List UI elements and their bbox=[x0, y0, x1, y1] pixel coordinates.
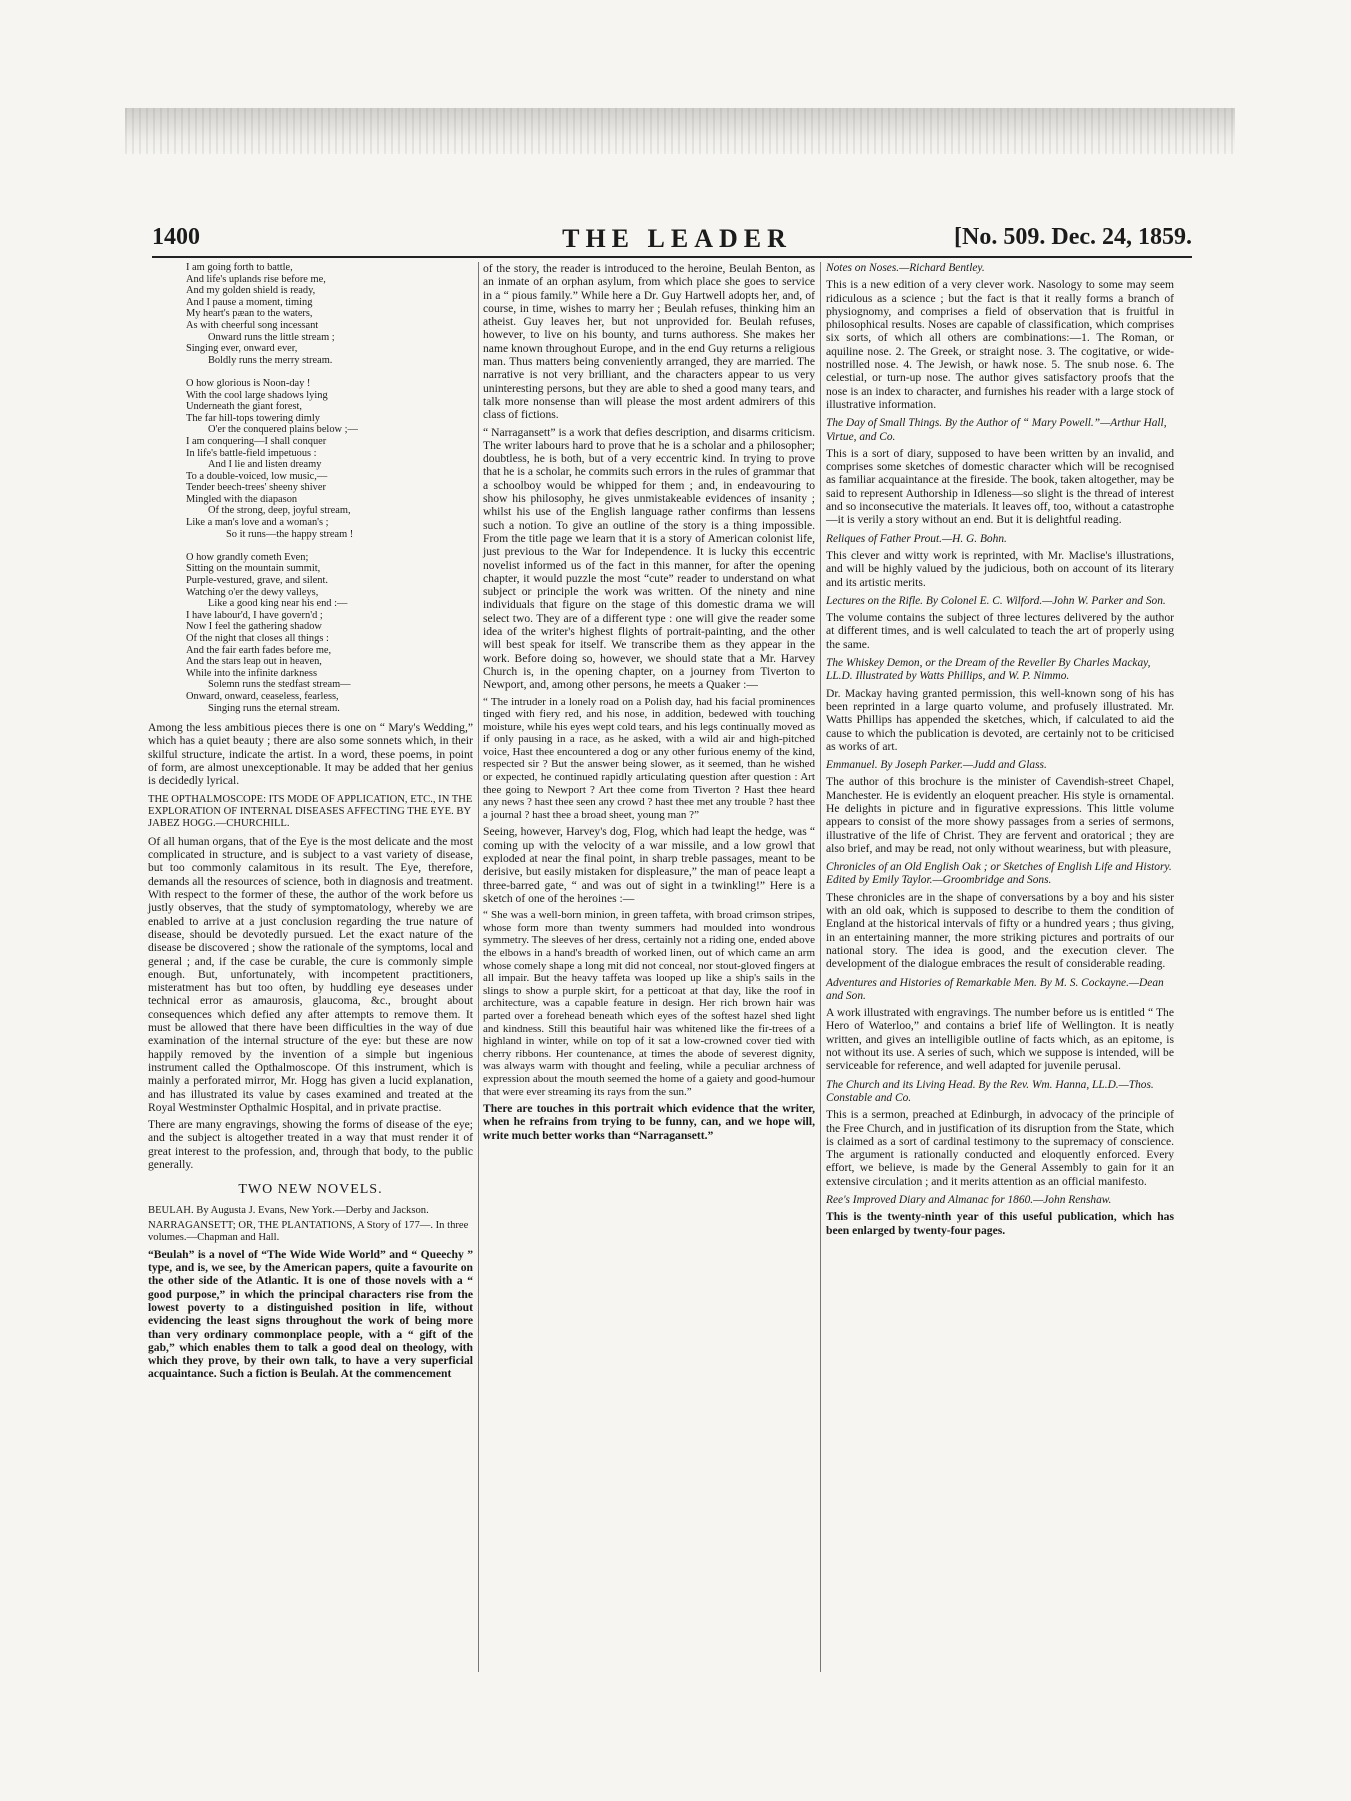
page-number: 1400 bbox=[152, 224, 200, 250]
novels-review: “Beulah” is a novel of “The Wide Wide World” and “ Queechy ” type, and is, we see, by the American papers, quite a favourite on the other side of the Atlantic. It is one of those novels with a “ good purpose,” in which the principal characters rise from the lowest poverty to a distinguished position in life, without evidencing the least signs throughout the work of being more than very ordinary commonplace people, with a “ gift of the gab,” which enables them to talk a good deal on theology, with which they prove, by their own talk, to have a very superficial acquaintance. Such a fiction is Beulah. At the commencement bbox=[148, 1247, 473, 1381]
review-body: The volume contains the subject of three lectures delivered by the author at different times, and is well calculated to teach the art of properly using the same. bbox=[826, 611, 1174, 651]
review-heading: The Church and its Living Head. By the Rev. Wm. Hanna, LL.D.—Thos. Constable and Co. bbox=[826, 1078, 1154, 1104]
review-body: This is a sermon, preached at Edinburgh, in advocacy of the principle of the Free Church, and in justification of its disruption from the State, which is claimed as a sort of cardinal testimony to the supremacy of conscience. The argument is rationally conducted and eloquently enforced. Every effort, we believe, is made by the General Assembly to gain for it an extensive circulation ; and it merits attention as an official manifesto. bbox=[826, 1108, 1174, 1188]
poem-line: Like a man's love and a woman's ; bbox=[186, 517, 329, 529]
poem-line: Onward runs the little stream ; bbox=[208, 331, 335, 343]
narragansett-review: “ Narragansett” is a work that defies description, and disarms criticism. The writer labours hard to prove that he is a scholar and a philosopher; doubtless, he is both, but of a very eccentric kind. In trying to prove that he is a scholar, he commits such errors in the rules of grammar that a schoolboy would be whipped for them ; and, in endeavouring to show his philosophy, he gives unmistakeable evidences of insanity ; whilst his use of the English language rather confirms than lessens such a notion. To give an outline of the story is a thing impossible. From the title page we learn that it is a story of American colonist life, just previous to the War for Independence. It is lucky this eccentric novelist informed us of the fact in this manner, for after the opening chapter, it would puzzle the most “cute” reader to understand on what subject or principle the work was written. Of the ninety and nine individuals that figure on the stage of this domestic drama we will select two. They are of a different type : one will give the reader some idea of the writer's highest flights of portrait-painting, and the other will best speak for itself. We transcribe them as they appear in the work. Before doing so, however, we should state that a Mr. Harvey Church is, in the opening chapter, on a journey from Tiverton to Newport, and, among other persons, he meets a Quaker :— bbox=[483, 425, 815, 692]
poem-line: So it runs—the happy stream ! bbox=[226, 528, 354, 540]
review-body: The author of this brochure is the minister of Cavendish-street Chapel, Manchester. He is evidently an eloquent preacher. His style is ornamental. He delights in picture and in figurative expressions. This little volume appears to consist of the more showy passages from a series of sermons, illustrative of the life of Christ. They are fervent and oratorical ; they are also brief, and may be read, not only without weariness, but with pleasure, bbox=[826, 775, 1174, 855]
scan-artifact bbox=[125, 108, 1235, 154]
book-title-narragansett: NARRAGANSETT; OR, THE PLANTATIONS, A Story of 177—. In three volumes.—Chapman and Hall. bbox=[148, 1219, 469, 1244]
opthalmoscope-review: Of all human organs, that of the Eye is the most delicate and the most complicated in structure, and is subject to a vast variety of disease, but too commonly calamitous in its result. The Eye, therefore, demands all the resources of science, both in diagnosis and treatment. With respect to the former of these, the author of the work before us justly observes, that the study of symptomatology, whereby we are enabled to arrive at a just conclusion regarding the true nature of disease, should be devotedly pursued. Let the exact nature of the disease be discovered ; show the rationale of the symptoms, local and general ; and, if the case be curable, the cure is commonly simple enough. But, unfortunately, with incompetent practitioners, misteratment has but too often, by huddling eye deseases under technical error as amaurosis, glaucoma, &c., brought about consequences which defied any after attempts to remove them. It must be allowed that there have been difficulties in the way of due examination of the internal structure of the eye: but these are now happily removed by the invention of a simple but ingenious instrument called the Opthalmoscope. Of this instrument, which is mainly a perforated mirror, Mr. Hogg has given a lucid explanation, and has illustrated its value by cases examined and treated at the Royal Westminster Opthalmic Hospital, and in private practise. bbox=[148, 834, 473, 1114]
poem-line: I am conquering—I shall conquer bbox=[186, 435, 327, 447]
poem-line: Boldly runs the merry stream. bbox=[208, 354, 333, 366]
poem-line: I am going forth to battle, bbox=[186, 262, 293, 273]
poem-line: O'er the conquered plains below ;— bbox=[208, 424, 358, 436]
review-heading: Ree's Improved Diary and Almanac for 1860.—John Renshaw. bbox=[826, 1194, 1112, 1206]
review-body: This is a new edition of a very clever work. Nasology to some may seem ridiculous as a science ; but the fact is that it really forms a branch of physiognomy, and comprises a field of observation that is fruitful in philosophical results. Noses are capable of classification, which comprises six sorts, of which all others are combinations:—1. The Roman, or aquiline nose. 2. The Greek, or straight nose. 3. The cogitative, or wide-nostrilled nose. 4. The Jewish, or hawk nose. 5. The snub nose. 6. The celestial, or turn-up nose. The author gives satisfactory proofs that the nose is an index to character, and furnishes his reader with a large stock of illustrative information. bbox=[826, 278, 1174, 411]
poem-line: Underneath the giant forest, bbox=[186, 401, 302, 413]
review-body: These chronicles are in the shape of conversations by a boy and his sister with an old oak, which is supposed to describe to them the condition of England at the historical intervals of fifty or a hundred years ; thus giving, in an entertaining manner, the more striking pictures and portraits of our national story. The idea is good, and the execution clever. The development of the dialogue embraces the result of considerable reading. bbox=[826, 890, 1174, 971]
poem-line: Sitting on the mountain summit, bbox=[186, 563, 321, 575]
stanza-break bbox=[186, 366, 473, 378]
review-heading: Reliques of Father Prout.—H. G. Bohn. bbox=[826, 532, 1007, 545]
newspaper-title: THE LEADER bbox=[562, 224, 792, 253]
closing-paragraph: There are touches in this portrait which evidence that the writer, when he refrains from trying to be funny, can, and we hope will, write much better works than “Narragansett.” bbox=[483, 1102, 815, 1142]
column-divider bbox=[478, 262, 479, 1672]
poem-line: I have labour'd, I have govern'd ; bbox=[186, 609, 323, 621]
poem-line: And the stars leap out in heaven, bbox=[186, 656, 322, 668]
poem-line: Of the strong, deep, joyful stream, bbox=[208, 505, 351, 517]
stanza-break bbox=[186, 540, 473, 552]
review-body: This clever and witty work is reprinted, with Mr. Maclise's illustrations, and will be highly valued by the judicious, both on account of its literary and its artistic merits. bbox=[826, 548, 1174, 589]
beulah-review: of the story, the reader is introduced to the heroine, Beulah Benton, as an inmate of an orphan asylum, from which place she goes to service in a “ pious family.” While here a Dr. Guy Hartwell adopts her, and, of course, in time, wishes to marry her ; Beulah refuses, thinking him an atheist. Guy leaves her, but not unprovided for. Beulah refuses, however, to live on his bounty, and turns authoress. She makes her name known throughout Europe, and in the end Guy returns a religious man. Thus matters being conveniently arranged, they are married. The narrative is not very brilliant, and the characters appear to us very uninteresting persons, but they are able to shed a good many tears, and talk more nonsense than will please the most ardent admirers of this class of fictions. bbox=[483, 262, 815, 422]
masthead-rule bbox=[152, 256, 1192, 258]
review-heading: Notes on Noses.—Richard Bentley. bbox=[826, 262, 985, 274]
poem-commentary: Among the less ambitious pieces there is one on “ Mary's Wedding,” which has a quiet beauty ; there are also some sonnets which, in their skilful structure, indicate the artist. In a word, these poems, in point of form, are almost unexceptionable. It may be added that her genius is decidedly lyrical. bbox=[148, 721, 473, 788]
poem-line: While into the infinite darkness bbox=[186, 667, 318, 679]
book-title-beulah: BEULAH. By Augusta J. Evans, New York.—Derby and Jackson. bbox=[148, 1204, 429, 1216]
dog-paragraph: Seeing, however, Harvey's dog, Flog, which had leapt the hedge, was “ coming up with the velocity of a war missile, and a low growl that exploded at near the final point, in sharp treble passages, meant to be derisive, but easily mistaken for displeasure,” the man of peace leapt a three-barred gate, “ and was out of sight in a twinkling!” Here is a sketch of one of the heroines :— bbox=[483, 825, 815, 905]
review-body: This is the twenty-ninth year of this useful publication, which has been enlarged by twenty-four pages. bbox=[826, 1210, 1174, 1237]
issue-date: [No. 509. Dec. 24, 1859. bbox=[954, 224, 1192, 250]
poem-line: And I lie and listen dreamy bbox=[208, 459, 322, 471]
poem-line: O how grandly cometh Even; bbox=[186, 551, 309, 563]
quaker-quote: “ The intruder in a lonely road on a Polish day, had his facial prominences tinged with fiery red, and his nose, in addition, bedewed with touching moisture, while his eyes wept cold tears, and his legs continually moved as if only pausing in a race, as he asked, with a wild air and high-pitched voice, Hast thee encountered a dog or any other furious enemy of the kind, respected sir ? But the answer being slower, as it seemed, than he wished or expected, he continued rapidly articulating question after question : Art thee going to Newport ? Art thee come from Tiverton ? Hast thee heard any news ? hast thee seen any crowd ? hast thee met any trouble ? hast thee a journal ? hast thee a broad sheet, young man ?” bbox=[483, 695, 815, 821]
column-2 bbox=[483, 262, 815, 1146]
review-body: A work illustrated with engravings. The number before us is entitled “ The Hero of Waterloo,” and contains a brief life of Wellington. It is neatly written, and gives an intelligible outline of facts which, as an epitome, is not without its use. A series of such, which we suppose is intended, will be serviceable for reference, and well adapted for juvenile perusal. bbox=[826, 1006, 1174, 1073]
column-1 bbox=[148, 262, 473, 1385]
poem-line: And the fair earth fades before me, bbox=[186, 644, 332, 656]
poem-line: And my golden shield is ready, bbox=[186, 285, 316, 297]
review-body: Dr. Mackay having granted permission, this well-known song of his has been reprinted in a large quarto volume, and profusely illustrated. Mr. Watts Phillips has appended the sketches, which, if calculated to aid the cause to which the publication is devoted, are certainly not to be criticised as works of art. bbox=[826, 686, 1174, 753]
column-divider bbox=[820, 262, 821, 1672]
review-heading: The Day of Small Things. By the Author of “ Mary Powell.”—Arthur Hall, Virtue, and Co. bbox=[826, 417, 1167, 443]
poem-line: My heart's pæan to the waters, bbox=[186, 308, 313, 320]
poem-line: Onward, onward, ceaseless, fearless, bbox=[186, 690, 339, 702]
poem-line: And life's uplands rise before me, bbox=[186, 273, 326, 285]
column-3 bbox=[826, 262, 1174, 1241]
poem-line: Like a good king near his end :— bbox=[208, 598, 348, 610]
review-heading: Chronicles of an Old English Oak ; or Sketches of English Life and History. Edited by Emily Taylor.—Groombridge and Sons. bbox=[826, 861, 1172, 887]
poem-line: Tender beech-trees' sheeny shiver bbox=[186, 482, 326, 494]
heroine-quote: “ She was a well-born minion, in green taffeta, with broad crimson stripes, whose form more than twenty summers had moulded into wondrous symmetry. The sleeves of her dress, certainly not a riding one, ended above the elbows in a hand's breadth of worked linen, out of which came an arm whose comely shape a long mit did not conceal, nor stout-gloved fingers at all impair. But the heavy taffeta was looped up like a ship's sails in the slings to show a purple skirt, for a petticoat at that day, like the roof in architecture, was a capable feature in design. Her rich brown hair was parted over a forehead beneath which eyes of the softest hazel shed light and kindness. Still this beautiful hair was whitened like the fir-trees of a highland in winter, while on top of it sat a low-crowned cover tied with cherry ribbons. Her countenance, at times the abode of severest dignity, was always warm with thought and feeling, while a peculiar archness of expression about the mouth seemed the home of a gaiety and good-humour that were ever streaming its rays from the sun.” bbox=[483, 909, 815, 1098]
poem-line: In life's battle-field impetuous : bbox=[186, 447, 317, 459]
poem-line: Mingled with the diapason bbox=[186, 493, 298, 505]
masthead bbox=[152, 224, 1192, 256]
poem-line: O how glorious is Noon-day ! bbox=[186, 377, 311, 389]
poem-line: The far hill-tops towering dimly bbox=[186, 412, 320, 424]
poem-line: Singing ever, onward ever, bbox=[186, 343, 298, 355]
review-heading: The Whiskey Demon, or the Dream of the Reveller By Charles Mackay, LL.D. Illustrated by Watts Phillips, and W. P. Nimmo. bbox=[826, 657, 1151, 683]
poem-line: Solemn runs the stedfast stream— bbox=[208, 679, 351, 691]
poem-line: Now I feel the gathering shadow bbox=[186, 621, 322, 633]
poem-line: Singing runs the eternal stream. bbox=[208, 702, 340, 714]
poem-line: And I pause a moment, timing bbox=[186, 296, 313, 308]
poem-line: As with cheerful song incessant bbox=[186, 319, 319, 331]
poem-line: To a double-voiced, low music,— bbox=[186, 470, 328, 482]
section-heading: TWO NEW NOVELS. bbox=[238, 1182, 383, 1198]
poem-line: With the cool large shadows lying bbox=[186, 389, 328, 401]
review-heading: Adventures and Histories of Remarkable Men. By M. S. Cockayne.—Dean and Son. bbox=[826, 976, 1164, 1002]
poem-line: Of the night that closes all things : bbox=[186, 633, 329, 644]
opthalmoscope-review-cont: There are many engravings, showing the forms of disease of the eye; and the subject is altogether treated in a way that must render it of great interest to the profession, and, through that body, to the public generally. bbox=[148, 1118, 473, 1171]
poem-line: Purple-vestured, grave, and silent. bbox=[186, 575, 328, 587]
poem bbox=[148, 262, 473, 714]
opthalmoscope-title: THE OPTHALMOSCOPE: ITS MODE OF APPLICATION, ETC., IN THE EXPLORATION OF INTERNAL DISEASES AFFECTING THE EYE. BY JABEZ HOGG.—CHURCHILL. bbox=[148, 793, 473, 830]
review-heading: Emmanuel. By Joseph Parker.—Judd and Glass. bbox=[826, 759, 1047, 772]
poem-line: Watching o'er the dewy valleys, bbox=[186, 586, 319, 598]
review-body: This is a sort of diary, supposed to have been written by an invalid, and comprises some sketches of domestic character which will be recognised as familiar acquaintance at the fireside. The book, taken altogether, may be said to represent Authorship in Idleness—so slight is the thread of interest and so inconsecutive the materials. It leaves off, too, without a catastrophe—it is verily a story without an end. But it is delightful reading. bbox=[826, 446, 1174, 527]
review-heading: Lectures on the Rifle. By Colonel E. C. Wilford.—John W. Parker and Son. bbox=[826, 594, 1166, 607]
